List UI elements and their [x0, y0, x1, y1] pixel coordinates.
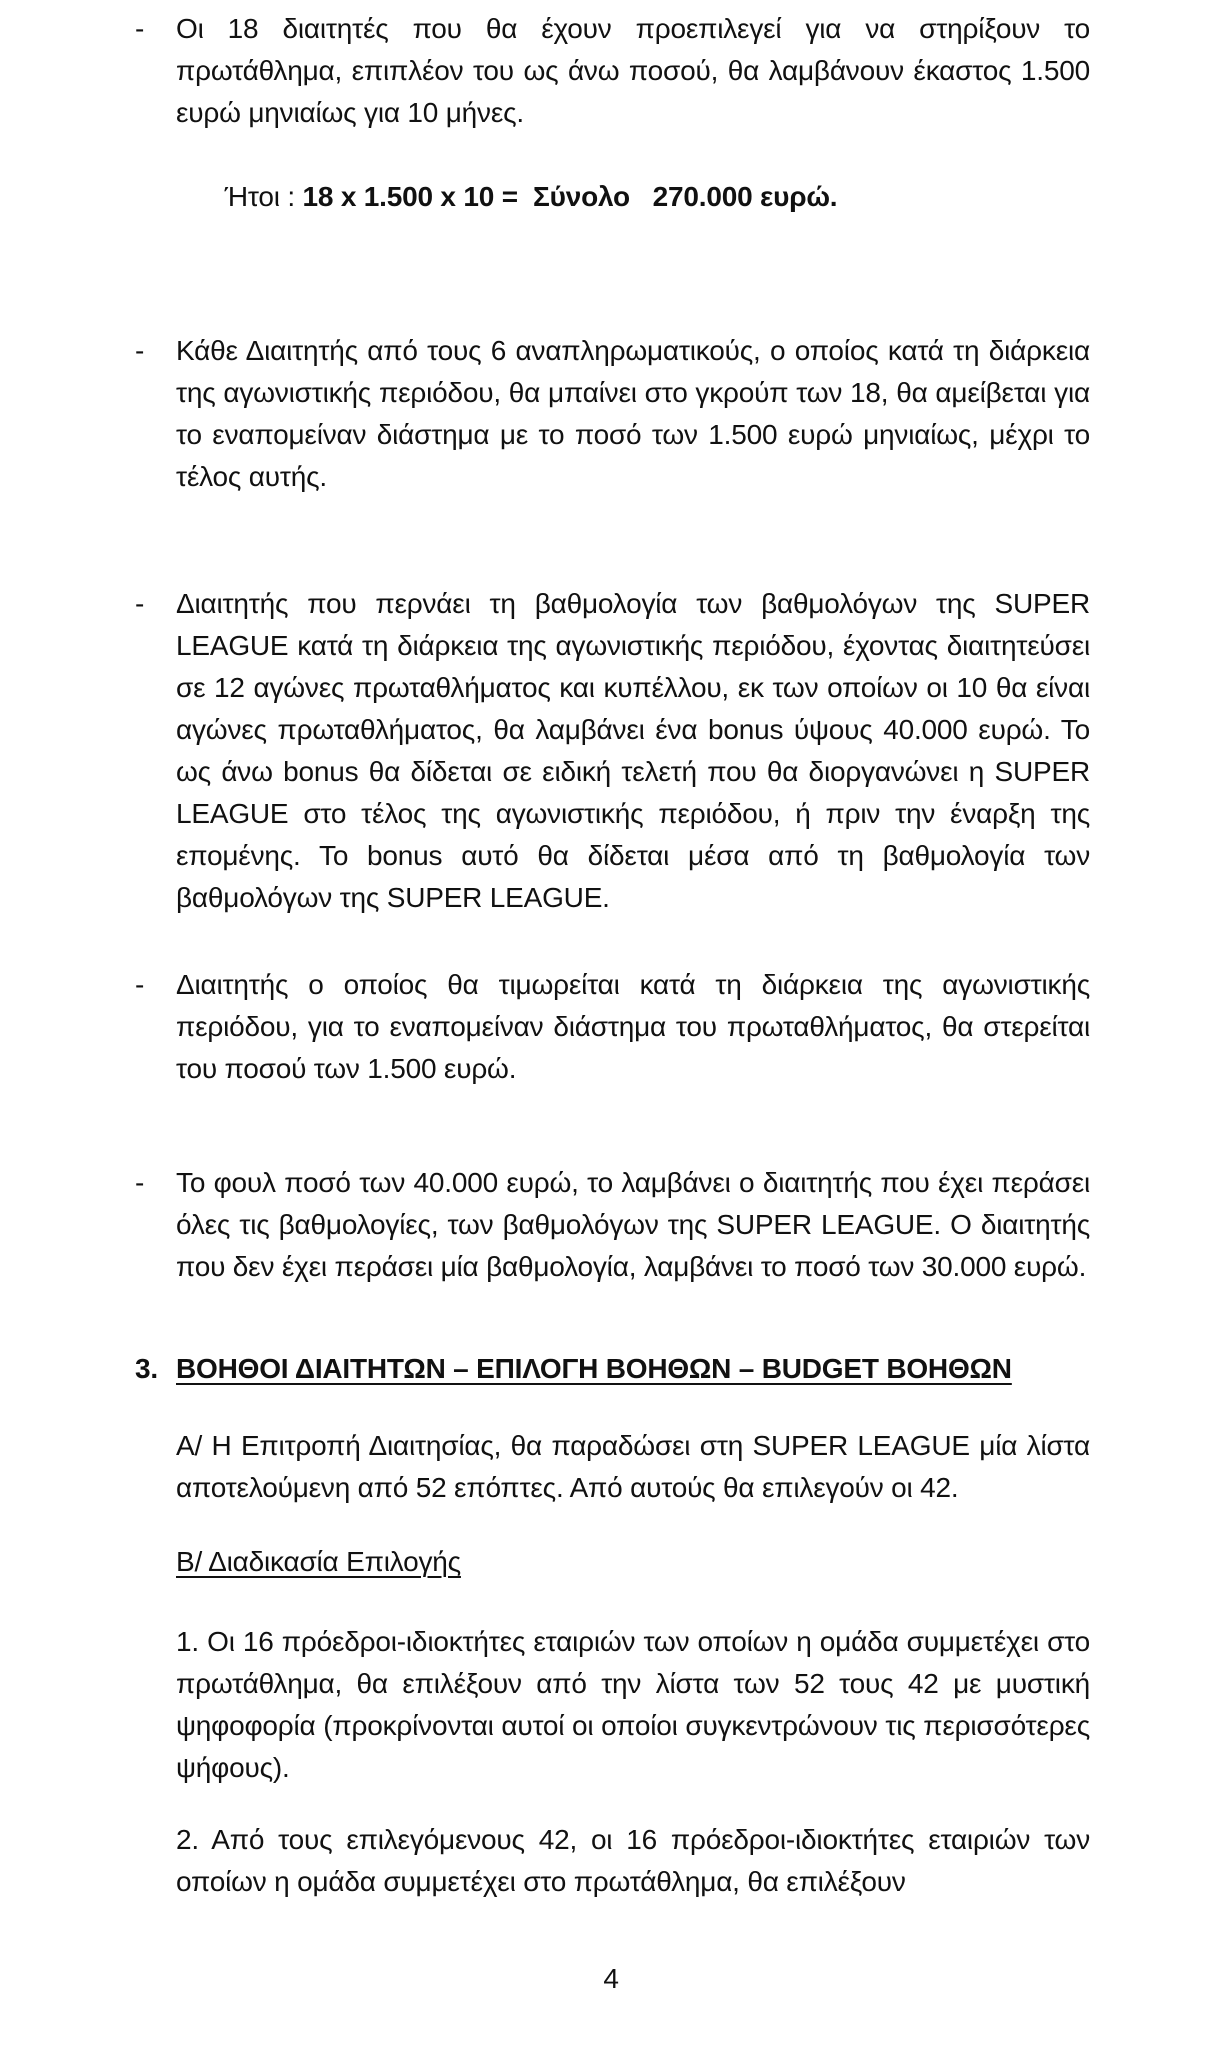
bullet-item-punished-referee [135, 964, 1090, 1090]
subheading-b: Β/ Διαδικασία Επιλογής [176, 1546, 461, 1577]
bullet-dash: - [135, 335, 145, 366]
bullet-dash: - [135, 13, 145, 44]
numbered-point-1: 1. Οι 16 πρόεδροι-ιδιοκτήτες εταιριών των οποίων η ομάδα συμμετέχει στο πρωτάθλημα, θα επιλέξουν από την λίστα των 52 τους 42 με μυστική ψηφοφορία (προκρίνονται αυτοί οι οποίοι συγκεντρώνουν τις περισσότερες ψήφους). [176, 1626, 1090, 1783]
bullet-item-bonus [135, 583, 1090, 919]
paragraph-a: Α/ Η Επιτροπή Διαιτησίας, θα παραδώσει στη SUPER LEAGUE μία λίστα αποτελούμενη από 52 επόπτες. Από αυτούς θα επιλεγούν οι 42. [176, 1430, 1090, 1503]
bullet-item-full-amount [135, 1162, 1090, 1288]
formula-label: Ήτοι : [224, 181, 303, 212]
document-page [135, 8, 1090, 1903]
section-title: ΒΟΗΘΟΙ ΔΙΑΙΤΗΤΩΝ – ΕΠΙΛΟΓΗ ΒΟΗΘΩΝ – BUDGET ΒΟΗΘΩΝ [176, 1353, 1012, 1384]
total-formula-line [164, 134, 1090, 260]
section-3-heading [135, 1348, 1090, 1390]
bullet-text: Το φουλ ποσό των 40.000 ευρώ, το λαμβάνει ο διαιτητής που έχει περάσει όλες τις βαθμολογίες, των βαθμολόγων της SUPER LEAGUE. Ο διαιτητής που δεν έχει περάσει μία βαθμολογία, λαμβάνει το ποσό των 30.000 ευρώ. [176, 1167, 1090, 1282]
bullet-body [176, 8, 1090, 260]
bullet-dash: - [135, 969, 145, 1000]
bullet-dash: - [135, 588, 145, 619]
formula-total: 18 x 1.500 x 10 = Σύνολο 270.000 ευρώ. [302, 181, 838, 212]
bullet-text: Οι 18 διαιτητές που θα έχουν προεπιλεγεί για να στηρίξουν το πρωτάθλημα, επιπλέον του ως άνω ποσού, θα λαμβάνουν έκαστος 1.500 ευρώ μηνιαίως για 10 μήνες. [176, 13, 1090, 128]
bullet-text: Διαιτητής ο οποίος θα τιμωρείται κατά τη διάρκεια της αγωνιστικής περιόδου, για το εναπομείναν διάστημα του πρωταθλήματος, θα στερείται του ποσού των 1.500 ευρώ. [176, 969, 1090, 1084]
bullet-item-substitute-referees [135, 330, 1090, 498]
bullet-item-referees-18 [135, 8, 1090, 260]
page-number: 4 [603, 1963, 619, 1994]
bullet-dash: - [135, 1167, 145, 1198]
numbered-point-2: 2. Από τους επιλεγόμενους 42, οι 16 πρόεδροι-ιδιοκτήτες εταιριών των οποίων η ομάδα συμμετέχει στο πρωτάθλημα, θα επιλέξουν [176, 1824, 1090, 1897]
bullet-text: Διαιτητής που περνάει τη βαθμολογία των βαθμολόγων της SUPER LEAGUE κατά τη διάρκεια της αγωνιστικής περιόδου, έχοντας διαιτητεύσει σε 12 αγώνες πρωταθλήματος και κυπέλλου, εκ των οποίων οι 10 θα είναι αγώνες πρωταθλήματος, θα λαμβάνει ένα bonus ύψους 40.000 ευρώ. Το ως άνω bonus θα δίδεται σε ειδική τελετή που θα διοργανώνει η SUPER LEAGUE στο τέλος της αγωνιστικής περιόδου, ή πριν την έναρξη της επομένης. Το bonus αυτό θα δίδεται μέσα από τη βαθμολογία των βαθμολόγων της SUPER LEAGUE. [176, 588, 1090, 913]
section-number: 3. [135, 1353, 158, 1384]
bullet-text: Κάθε Διαιτητής από τους 6 αναπληρωματικούς, ο οποίος κατά τη διάρκεια της αγωνιστικής περιόδου, θα μπαίνει στο γκρούπ των 18, θα αμείβεται για το εναπομείναν διάστημα με το ποσό των 1.500 ευρώ μηνιαίως, μέχρι το τέλος αυτής. [176, 335, 1090, 492]
